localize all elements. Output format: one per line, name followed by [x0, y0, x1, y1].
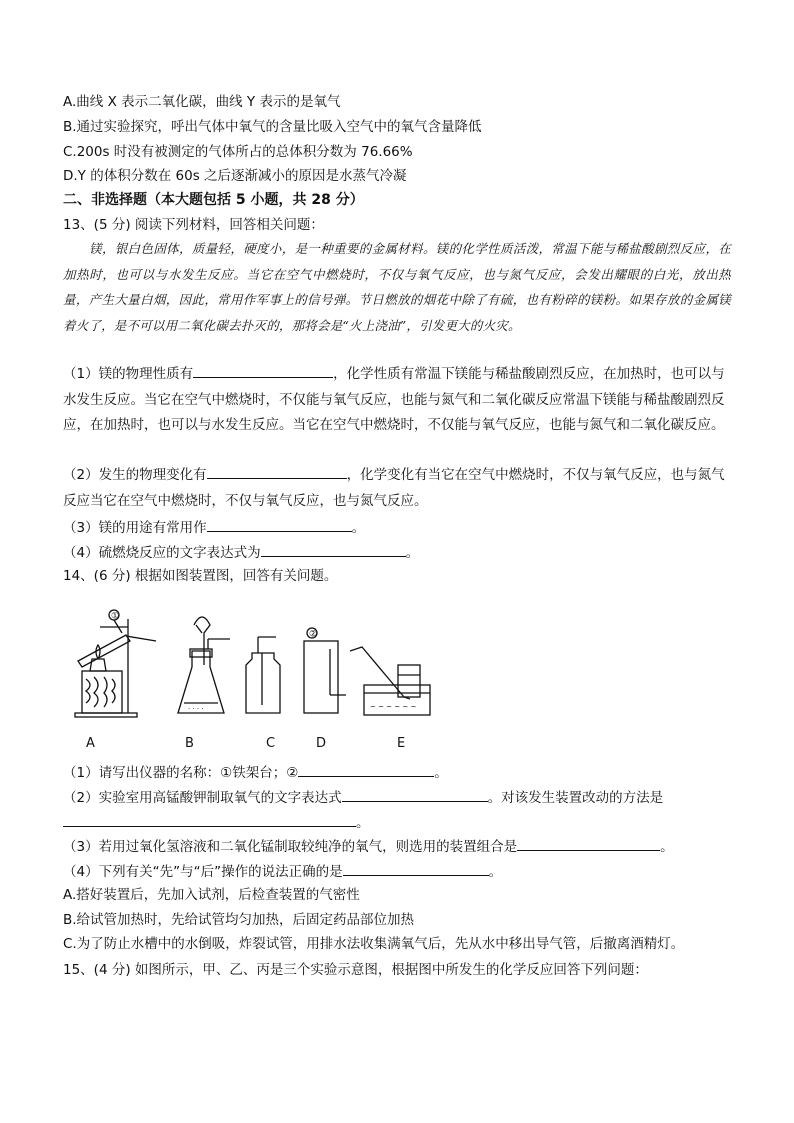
q14-sub2-middle: 。对该发生装置改动的方法是	[487, 790, 664, 806]
q13-sub3-prefix: （3）镁的用途有常用作	[63, 520, 207, 536]
answer-blank[interactable]	[298, 762, 434, 777]
flame	[96, 645, 100, 659]
q14-sub4-suffix: 。	[488, 864, 503, 880]
q13-sub1	[63, 362, 731, 439]
label-e: E	[397, 736, 406, 751]
q13-sub4-prefix: （4）硫燃烧反应的文字表达式为	[63, 545, 261, 561]
q13-sub3-suffix: 。	[351, 520, 366, 536]
answer-blank[interactable]	[342, 787, 488, 802]
q15-heading: 15、(4 分) 如图所示，甲、乙、丙是三个实验示意图，根据图中所发生的化学反应回答下列问题：	[63, 962, 648, 978]
q14-heading: 14、(6 分) 根据如图装置图，回答有关问题。	[63, 568, 338, 584]
q14-sub4-prefix: （4）下列有关“先”与“后”操作的说法正确的是	[63, 864, 343, 880]
answer-blank[interactable]	[63, 812, 356, 827]
q14-sub4	[63, 861, 502, 881]
apparatus-a	[75, 610, 156, 717]
apparatus-c	[246, 637, 280, 713]
apparatus-e	[350, 647, 430, 715]
q14-sub3-prefix: （3）若用过氧化氢溶液和二氧化锰制取较纯净的氧气，则选用的装置组合是	[63, 839, 518, 855]
answer-blank[interactable]	[207, 464, 347, 479]
q12-option-b: B.通过实验探究，呼出气体中氧气的含量比吸入空气中的氧气含量降低	[63, 119, 482, 135]
q14-sub1-prefix: （1）请写出仪器的名称：①铁架台；②	[63, 765, 299, 781]
marker-2-label: ②	[309, 629, 318, 640]
q13-passage	[63, 236, 731, 338]
q14-sub2-cont	[63, 812, 370, 832]
q14-sub3-suffix: 。	[660, 839, 674, 855]
q13-sub4	[63, 542, 419, 562]
svg-text:· · · ·: · · · ·	[188, 705, 204, 713]
q14-sub2-prefix: （2）实验室用高锰酸钾制取氧气的文字表达式	[63, 790, 342, 806]
q13-sub4-suffix: 。	[405, 545, 420, 561]
lab-apparatus-figure	[60, 605, 460, 730]
q14-sub3	[63, 836, 674, 856]
label-b: B	[185, 736, 194, 751]
label-c: C	[266, 736, 276, 751]
answer-blank[interactable]	[207, 517, 352, 532]
delivery-tube-e	[350, 647, 410, 699]
q14-option-c: C.为了防止水槽中的水倒吸，炸裂试管，用排水法收集满氧气后，先从水中移出导气管，后撤离酒精灯。	[63, 936, 685, 952]
q14-sub2-suffix: 。	[356, 815, 370, 831]
answer-blank[interactable]	[517, 836, 660, 851]
q13-sub3	[63, 517, 365, 537]
apparatus-labels	[0, 736, 794, 754]
q13-passage-text: 镁，银白色固体，质量轻，硬度小，是一种重要的金属材料。镁的化学性质活泼，常温下能与稀盐酸剧烈反应，在加热时，也可以与水发生反应。当它在空气中燃烧时，不仅与氧气反应，也与氮气反应，会发出耀眼的白光，放出热量，产生大量白烟，因此，常用作军事上的信号弹。节日燃放的烟花中除了有硫，也有粉碎的镁粉。如果存放的金属镁着火了，是不可以用二氧化碳去扑灭的，那将会是“火上浇油”，引发更大的火灾。	[63, 241, 731, 333]
conical-flask	[178, 651, 224, 713]
inverted-bottle	[398, 665, 420, 697]
q14-sub1	[63, 762, 448, 782]
q14-option-b: B.给试管加热时，先给试管均匀加热，后固定药品部位加热	[63, 912, 415, 928]
svg-text:~ ~ ~ ~ ~ ~: ~ ~ ~ ~ ~ ~	[370, 703, 417, 711]
section-title: 二、非选择题（本大题包括 5 小题，共 28 分）	[63, 192, 364, 208]
collection-bottle	[304, 641, 338, 713]
label-d: D	[316, 736, 327, 751]
q14-option-a: A.搭好装置后，先加入试剂，后检查装置的气密性	[63, 887, 360, 903]
q12-option-a: A.曲线 X 表示二氧化碳，曲线 Y 表示的是氧气	[63, 94, 341, 110]
apparatus-b	[178, 617, 230, 713]
q14-sub1-suffix: 。	[434, 765, 448, 781]
q13-sub1-prefix: （1）镁的物理性质有	[63, 366, 194, 382]
apparatus-d	[304, 628, 346, 713]
q13-sub1-suffix: ，化学性质有常温下镁能与稀盐酸剧烈反应，在加热时，也可以与水发生反应。当它在空气中燃烧时，不仅能与氧气反应，也能与氮气和二氧化碳反应常温下镁能与稀盐酸剧烈反应，在加热时，也可以与水发生反应。当它在空气中燃烧时，不仅能与氧气反应，也能与氮气和二氧化碳反应。	[63, 366, 725, 433]
q12-option-d: D.Y 的体积分数在 60s 之后逐渐减小的原因是水蒸气冷凝	[63, 168, 407, 184]
q13-sub2-prefix: （2）发生的物理变化有	[63, 467, 207, 483]
answer-blank[interactable]	[193, 363, 333, 378]
answer-blank[interactable]	[343, 861, 489, 876]
delivery-tube	[126, 636, 156, 641]
q13-sub2	[63, 463, 731, 514]
q14-sub2	[63, 787, 663, 807]
q13-sub2-suffix: ，化学变化有当它在空气中燃烧时，不仅与氧气反应，也与氮气反应当它在空气中燃烧时，不仅与氧气反应，也与氮气反应。	[63, 467, 725, 509]
label-a: A	[86, 736, 95, 751]
q12-option-c: C.200s 时没有被测定的气体所占的总体积分数为 76.66%	[63, 144, 413, 160]
answer-blank[interactable]	[261, 542, 406, 557]
q13-heading: 13、(5 分) 阅读下列材料，回答相关问题：	[63, 217, 324, 233]
marker-1-label: ①	[111, 611, 120, 622]
gas-bottle	[246, 653, 280, 713]
